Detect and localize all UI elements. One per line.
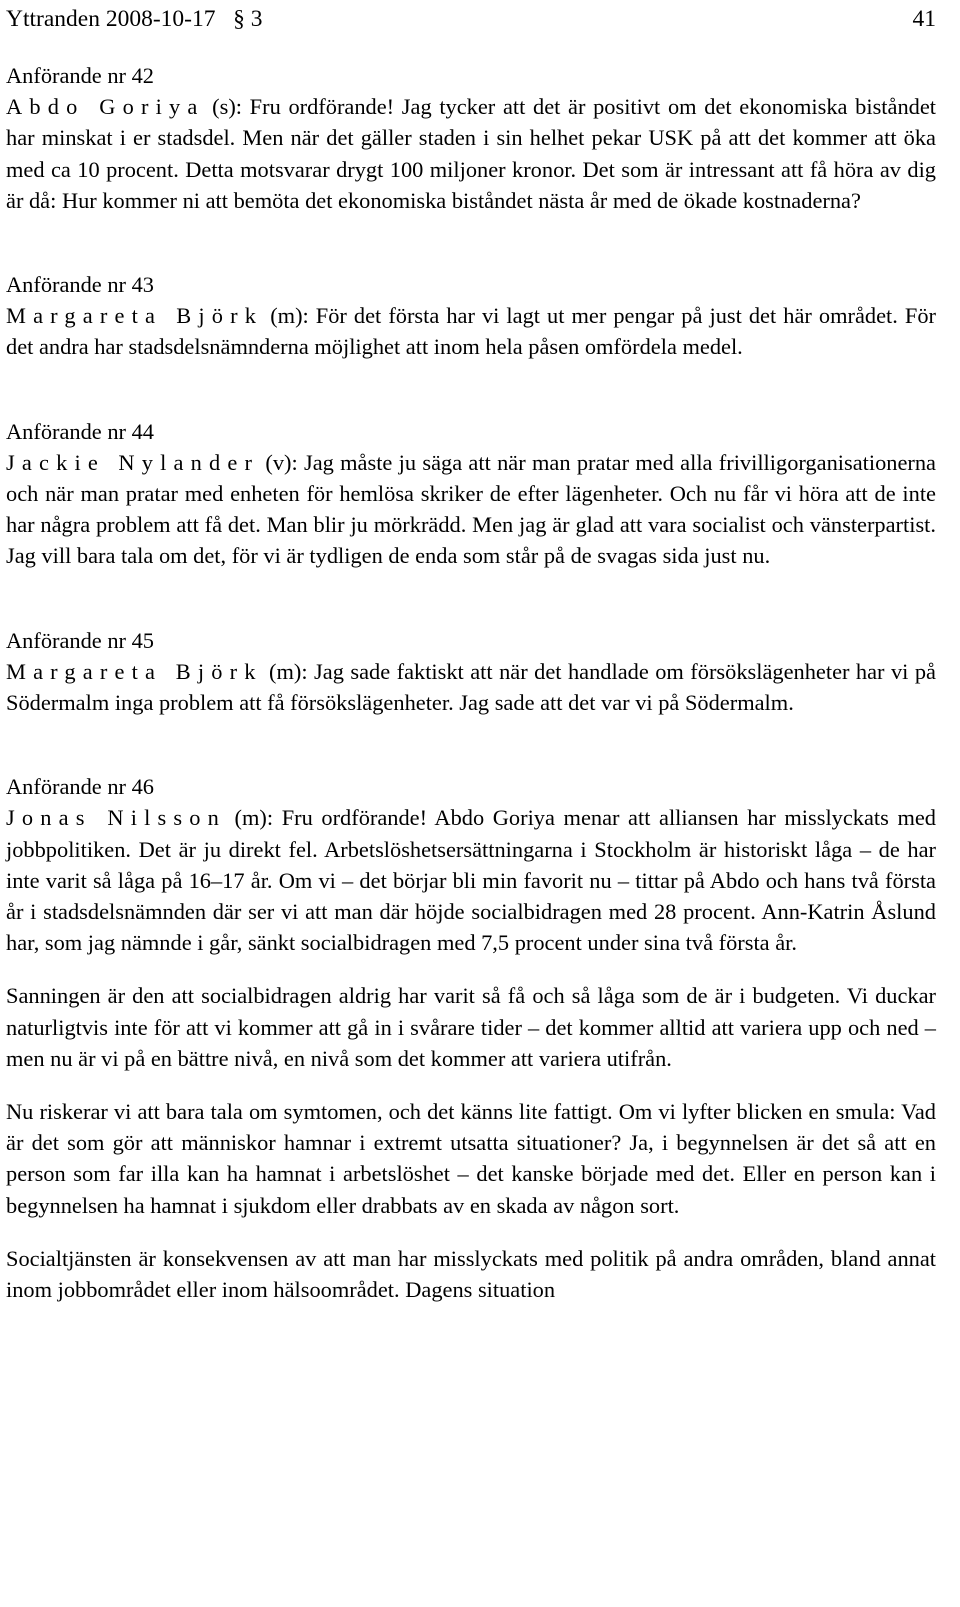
speech-title: Anförande nr 46 — [6, 774, 154, 800]
speech-paragraph — [6, 91, 936, 216]
speech-45 — [6, 625, 936, 719]
speech-text: (s): Fru ordförande! Jag tycker att det är positivt om det ekonomiska biståndet har minskat i er stadsdel. Men när det gäller staden i sin helhet pekar USK på att det kommer att öka med ca 10 procent. Detta motsvarar drygt 100 miljoner kronor. Det som är intressant att få höra av dig är då: Hur kommer ni att bemöta det ekonomiska biståndet nästa år med de ökade kostnaderna? — [6, 94, 936, 213]
speech-title: Anförande nr 44 — [6, 418, 154, 444]
speech-46 — [6, 771, 936, 1305]
speech-43 — [6, 269, 936, 363]
speech-text: (m): För det första har vi lagt ut mer pengar på just det här området. För det andra har stadsdelsnämnderna möjlighet att inom hela påsen omfördela medel. — [6, 303, 936, 360]
speech-paragraph — [6, 802, 936, 958]
header-title-group — [6, 0, 263, 38]
speaker-name: Margareta Björk — [6, 303, 264, 329]
speech-text: (v): Jag måste ju säga att när man pratar med alla frivilligorganisationerna och när man pratar med enheten för hemlösa skriker de efter lägenheter. Och nu får vi höra att de inte har några problem att få det. Man blir ju mörkrädd. Men jag är glad att vara socialist och vänsterpartist. Jag vill bara tala om det, för vi är tydligen de enda som står på de svagas sida just nu. — [6, 449, 936, 569]
speech-paragraph: Nu riskerar vi att bara tala om symtomen, och det känns lite fattigt. Om vi lyfter blicken en smula: Vad är det som gör att människor hamnar i extremt utsatta situationer? Ja, i begynnelsen är det så att en person som far illa kan ha hamnat i arbetslöshet – det kanske började med det. Eller en person kan i begynnelsen ha hamnat i sjukdom eller drabbats av en skada av någon sort. — [6, 1099, 936, 1218]
speech-paragraph: Socialtjänsten är konsekvensen av att man har misslyckats med politik på andra områden, bland annat inom jobbområdet eller inom hälsoområdet. Dagens situation — [6, 1245, 936, 1303]
speaker-name: Jonas Nilsson — [6, 805, 226, 831]
speaker-name: Jackie Nylander — [6, 449, 260, 475]
speech-text: (m): Jag sade faktiskt att när det handlade om försökslägenheter har vi på Södermalm inga problem att få försökslägenheter. Jag sade att det var vi på Södermalm. — [6, 658, 936, 716]
speaker-name: Abdo Goriya — [6, 94, 205, 120]
speech-text: (m): Fru ordförande! Abdo Goriya menar att alliansen har misslyckats med jobbpolitiken. Det är ju direkt fel. Arbetslöshetsersättningarna i Stockholm är historiskt låga – de har inte varit så låga på 16–17 år. Om vi – det börjar bli min favorit nu – tittar på Abdo och hans två första år i stadsdelsnämnden där ser vi att man där höjde socialbidragen med 28 procent. Ann-Katrin Åslund har, som jag nämnde i går, sänkt socialbidragen med 7,5 procent under sina två första år. — [6, 805, 936, 956]
speech-paragraph — [6, 656, 936, 718]
header-page-number: 41 — [912, 6, 936, 32]
header-title: Yttranden 2008-10-17 — [6, 6, 216, 32]
speech-title: Anförande nr 42 — [6, 63, 154, 88]
speech-title: Anförande nr 43 — [6, 272, 154, 298]
speaker-name: Margareta Björk — [6, 658, 263, 684]
speech-paragraph — [6, 447, 936, 572]
page-header — [6, 0, 936, 38]
speech-42 — [6, 60, 936, 216]
header-section: § 3 — [233, 6, 263, 32]
speech-paragraph: Sanningen är den att socialbidragen aldrig har varit så få och så låga som de är i budgeten. Vi duckar naturligtvis inte för att vi kommer att gå in i svårare tider – det kommer alltid att variera upp och ned – men nu är vi på en bättre nivå, en nivå som det kommer att variera utifrån. — [6, 983, 936, 1071]
speech-title: Anförande nr 45 — [6, 627, 154, 653]
speech-paragraph — [6, 300, 936, 362]
speech-44 — [6, 416, 936, 572]
document-page — [6, 0, 936, 1305]
